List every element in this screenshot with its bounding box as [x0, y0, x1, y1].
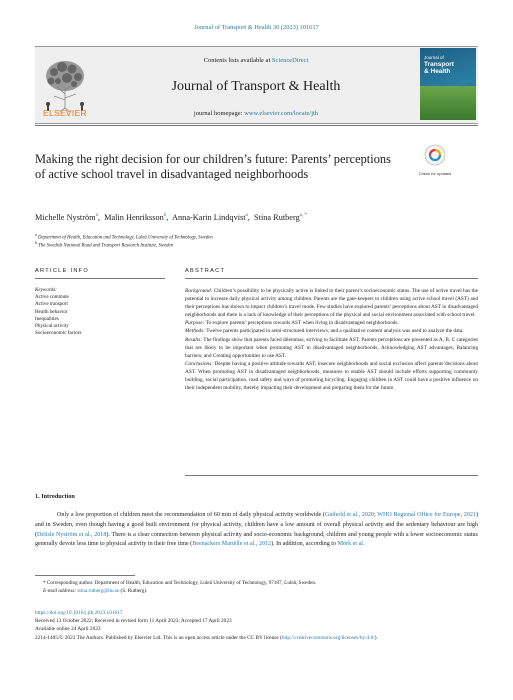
abstract-body — [185, 287, 478, 392]
intro-text: ). There is a clear connection between physical activity and socio-economic background; children and young people with a lower socioeconomic status generally devote less time to physical activity in their free time ( — [35, 531, 478, 548]
author-affiliation-mark: a — [95, 213, 98, 219]
license-suffix: ). — [374, 634, 378, 641]
abstract-methods-label: Methods: — [185, 328, 206, 335]
affiliation-text: Department of Health, Education and Technology, Luleå University of Technology, Sweden — [37, 235, 213, 241]
abstract-results-label: Results: — [185, 336, 203, 343]
abstract-methods-text: Twelve parents participated in semi-structured interviews, and a qualitative content analysis was used to analyze the data. — [205, 328, 464, 335]
citation-link[interactable]: Guthold et al., 2020 — [324, 512, 374, 518]
author-affiliation-mark: b — [163, 213, 167, 219]
abstract-end-rule — [185, 475, 478, 476]
cover-title-line3: & Health — [424, 68, 451, 76]
intro-text: ; — [373, 512, 378, 518]
email-label: E-mail address: — [43, 587, 78, 594]
author-name: Michelle Nyström — [35, 213, 96, 222]
cover-picture — [420, 86, 476, 120]
intro-text: ) and in Sweden, even though having a good built environment for physical activity, children have a low amount of overall physical activity and the sedentary behaviour are high ( — [35, 512, 478, 538]
license-text — [35, 634, 478, 642]
affiliation-text: The Swedish National Road and Transport Research Institute, Sweden — [38, 243, 174, 249]
affiliation-mark: a — [35, 232, 37, 237]
cover-title-line2: Transport — [424, 60, 454, 68]
abstract-rule — [185, 278, 478, 279]
keywords-block — [35, 287, 165, 338]
license-prefix: 2214-1405/© 2023 The Authors. Published by Elsevier Ltd. This is an open access article under the CC BY license ( — [35, 634, 282, 641]
cover-title-line1: Journal of — [424, 55, 444, 60]
abstract-background — [185, 287, 478, 319]
abstract-background-label: Background: — [185, 288, 213, 294]
abstract-methods — [185, 327, 478, 335]
license-link[interactable]: http://creativecommons.org/licenses/by/4.0/ — [281, 634, 375, 641]
journal-reference[interactable]: Journal of Transport & Health 30 (2023) 101617 — [194, 24, 319, 31]
check-for-updates-label: Check for updates — [418, 171, 452, 176]
abstract-purpose-label: Purpose: — [185, 320, 205, 327]
publication-info — [35, 609, 478, 642]
abstract-purpose — [185, 319, 478, 327]
article-info-heading: ARTICLE INFO — [35, 268, 90, 274]
abstract-conclusions-label: Conclusions: — [185, 360, 213, 367]
email-suffix: (S. Rutberg). — [119, 587, 148, 594]
received-dates: Received 13 October 2022; Received in revised form 11 April 2023; Accepted 17 April 2023 — [35, 618, 232, 625]
author-name: Malin Henriksson — [104, 213, 164, 222]
homepage-line — [100, 110, 412, 117]
homepage-prefix: journal homepage: — [193, 110, 245, 117]
check-for-updates-icon[interactable] — [423, 143, 447, 171]
header-rule — [35, 125, 478, 126]
keyword: Inequalities — [35, 315, 59, 322]
author-affiliation-mark: a — [245, 213, 248, 219]
abstract-conclusions-text: Despite having a positive attitude towards AST, insecure neighborhoods and social exclusion affect parents’decisions about AST. When promoting AST in disadvantaged neighborhoods, measures to enable AST should include efforts supporting community building, social participation, road safety and ways of promoting bicycling. Engaging children in AST could have a positive influence on their independent mobility, thereby impacting their development and preparing them for the future. — [185, 360, 478, 392]
author-name: Stina Rutberg — [254, 213, 300, 222]
keyword: Socioeconomic factors — [35, 330, 82, 337]
introduction-paragraph — [35, 511, 478, 550]
corresponding-author-note — [35, 580, 478, 596]
citation-link[interactable]: Beenackers Mariëlle et al., 2012 — [192, 541, 272, 548]
intro-text: Only a low proportion of children meet the recommendation of 60 min of daily physical activity worldwide ( — [57, 512, 325, 518]
abstract-conclusions — [185, 360, 478, 392]
intro-text: ). In addition, according to — [271, 541, 338, 548]
sciencedirect-link[interactable]: ScienceDirect — [271, 57, 309, 64]
citation-link[interactable]: WHO Regional Office for Europe, 2021 — [377, 512, 476, 518]
abstract-results — [185, 336, 478, 360]
contents-prefix: Contents lists available at — [203, 57, 272, 64]
keyword: Active transport — [35, 301, 68, 308]
abstract-results-text: The findings show that parents faced dilemmas, striving to facilitate AST. Parents perceptions are presented as A, B, C categories that are likely to be important when promoting AST in disadvantaged neighborhoods, Acknowledging AST advantages, Balancing barriers, and Creating opportunities to use AST. — [185, 336, 478, 359]
keywords-label: Keywords: — [35, 287, 57, 293]
corresponding-author-text: * Corresponding author. Department of Health, Education and Technology, Luleå University of Technology, 97187, Luleå, Sweden. — [43, 580, 317, 586]
footnote-rule — [35, 575, 135, 576]
journal-title: Journal of Transport & Health — [171, 79, 341, 94]
affiliation-mark: b — [35, 240, 37, 245]
contents-line — [100, 57, 412, 64]
article-title: Making the right decision for our children’s future: Parents’ perceptions of active school travel in disadvantaged neighborhoods — [35, 152, 391, 182]
citation-link[interactable]: Mörk et al. — [337, 541, 365, 548]
email-line — [35, 588, 478, 596]
author-list: Michelle Nyström$^a$, Malin Henriksson$^b$, Anna-Karin Lindqvist$^a$, Stina Rutberg$^{a, *}$ — [35, 213, 307, 222]
cover-title — [424, 56, 472, 75]
homepage-link[interactable]: www.elsevier.com/locate/jth — [244, 110, 319, 117]
abstract-purpose-text: To explore parents’ perceptions towards AST when living in disadvantaged neighborhoods. — [204, 320, 399, 327]
keyword: Health behavior — [35, 308, 68, 315]
keyword: Physical activity — [35, 323, 69, 330]
available-online: Available online 24 April 2023 — [35, 626, 101, 633]
doi-link[interactable]: https://doi.org/10.1016/j.jth.2023.101617 — [35, 610, 123, 616]
citation-link[interactable]: Delisle Nyström et al., 2018 — [37, 531, 107, 538]
abstract-background-text: Children’s possibility to be physically active is linked to their parent’s socioeconomic status. The use of active travel has the potential to increase daily physical activity among children. Parents are the gate-keepers to children using active school travel (AST) and their perceptions has shown to impact children’s travel mode. Few studies have explored parents’ perceptions about AST in disadvantaged neighborhoods and there is a lack of knowledge of their perceptions of the physical and social environment associated with school travel. — [185, 288, 478, 319]
author-affiliation-mark: a, * — [299, 213, 307, 219]
introduction-heading: 1. Introduction — [35, 493, 75, 500]
abstract-heading: ABSTRACT — [185, 268, 226, 274]
publisher-logo-text: ELSEVIER — [43, 108, 87, 118]
journal-cover-image — [420, 48, 476, 120]
keyword: Active commute — [35, 294, 69, 301]
author-name: Anna-Karin Lindqvist — [172, 213, 246, 222]
article-info-rule — [35, 278, 165, 279]
email-link[interactable]: stina.rutberg@ltu.se — [77, 587, 120, 594]
affiliation — [35, 240, 478, 249]
